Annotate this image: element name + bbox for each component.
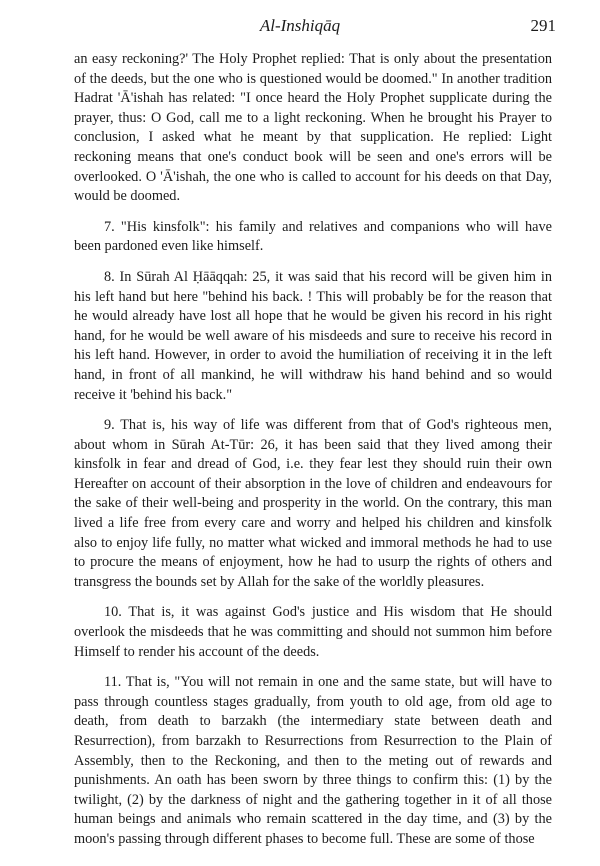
note-8: 8. In Sūrah Al Ḥāāqqah: 25, it was said that his record will be given him in his left hand but here "behind his back. ! This will probably be for the reason that he would already have lost all hope that he would be given his record in his right hand, for he would be well aware of his misdeeds and sure to receive his record in his left hand. However, in order to avoid the humiliation of receiving it in the left hand, in front of all mankind, he will withdraw his hand behind and so would receive it 'behind his back." (74, 268, 552, 403)
running-title: Al-Inshiqāq (259, 16, 341, 35)
note-9: 9. That is, his way of life was different from that of God's righteous men, about whom in Sūrah At-Tūr: 26, it has been said that they lived among their kinsfolk in fear and dread of God, i.e. they fear lest they should ruin their own Hereafter on account of their absorption in the love of children and endeavours for the sake of their well-being and prosperity in the world. On the contrary, this man lived a life free from every care and worry and helped his children and kinsfolk also to enjoy life fully, no matter what wicked and immoral methods he had to use to procure the means of enjoyment, how he had to usurp the rights of others and transgress the bounds set by Allah for the sake of the worldly pleasures. (74, 417, 552, 590)
page-number: 291 (530, 16, 556, 35)
paragraph-continuation: an easy reckoning?' The Holy Prophet replied: That is only about the presentation of the deeds, but the one who is questioned would be doomed." In another tradition Hadrat 'Ā'ishah has related: "I once heard the Holy Prophet supplicate during the prayer, thus: O God, call me to a light reckoning. When he brought his Prayer to conclusion, I asked what he meant by that supplication. He replied: Light reckoning means that one's conduct book will be seen and one's errors will be overlooked. O 'Ā'ishah, the one who is called to account for his deeds on that Day, would be doomed. (74, 51, 552, 205)
note-11: 11. That is, "You will not remain in one and the same state, but will have to pass through countless stages gradually, from youth to old age, from old age to death, from death to barzakh (the intermediary state between death and Resurrection), from barzakh to Resurrections from Resurrection to the Plain of Assembly, then to the Reckoning, and then to the meting out of rewards and punishments. An oath has been sworn by three things to confirm this: (1) by the twilight, (2) by the darkness of night and the gathering together in it of all those human beings and animals who remain scattered in the day time, and (3) by the moon's passing through different phases to become full. These are some of those (74, 674, 552, 847)
running-head (0, 14, 600, 40)
page-body (74, 50, 552, 850)
note-7: 7. "His kinsfolk": his family and relatives and companions who will have been pardoned even like himself. (74, 218, 552, 255)
note-10: 10. That is, it was against God's justice and His wisdom that He should overlook the misdeeds that he was committing and should not summon him before Himself to render his account of the deeds. (74, 604, 552, 660)
